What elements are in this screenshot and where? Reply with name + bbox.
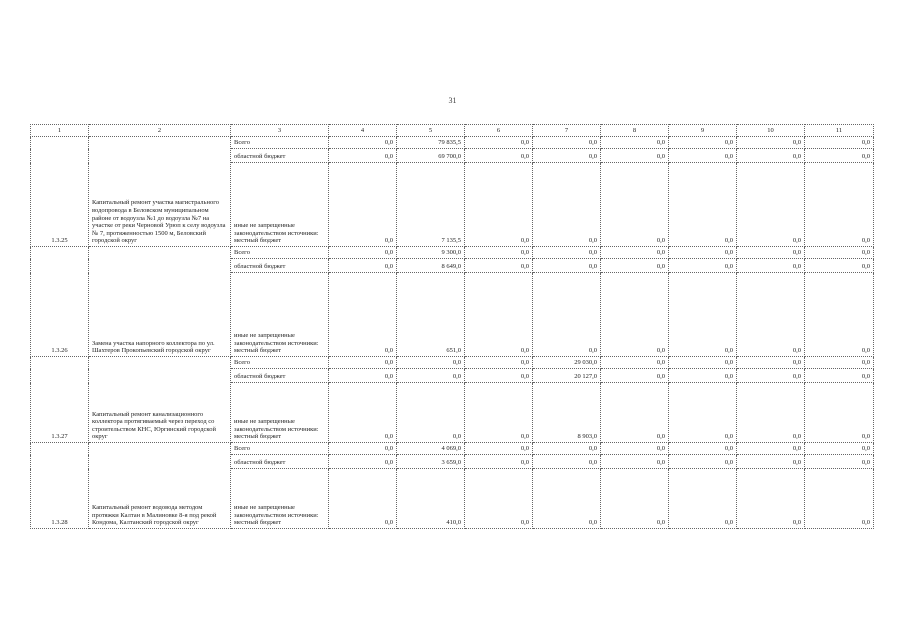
value-cell: 410,0	[397, 469, 465, 529]
value-cell: 0,0	[805, 163, 874, 247]
funding-source: областной бюджет	[231, 369, 329, 383]
value-cell: 0,0	[329, 469, 397, 529]
value-cell: 0,0	[465, 247, 533, 259]
funding-source: Всего	[231, 247, 329, 259]
funding-source: Всего	[231, 443, 329, 455]
value-cell: 0,0	[329, 273, 397, 357]
value-cell: 0,0	[533, 259, 601, 273]
row-name: Капитальный ремонт водовода методом протяжки Калтан в Малиновке 8-я под рекой Кондома, Калтанский городской округ	[89, 443, 231, 529]
value-cell: 0,0	[329, 369, 397, 383]
value-cell: 0,0	[805, 273, 874, 357]
value-cell: 0,0	[397, 357, 465, 369]
value-cell: 0,0	[465, 163, 533, 247]
value-cell: 79 835,5	[397, 137, 465, 149]
value-cell: 0,0	[805, 455, 874, 469]
column-header: 11	[805, 125, 874, 137]
funding-source: областной бюджет	[231, 149, 329, 163]
funding-source: Всего	[231, 357, 329, 369]
value-cell: 0,0	[601, 163, 669, 247]
column-header: 5	[397, 125, 465, 137]
value-cell: 0,0	[465, 383, 533, 443]
page-number: 31	[448, 96, 457, 105]
value-cell: 0,0	[465, 369, 533, 383]
value-cell: 0,0	[737, 443, 805, 455]
column-header: 1	[31, 125, 89, 137]
value-cell: 0,0	[669, 443, 737, 455]
value-cell: 0,0	[601, 273, 669, 357]
value-cell: 0,0	[805, 443, 874, 455]
column-header: 2	[89, 125, 231, 137]
value-cell: 0,0	[669, 247, 737, 259]
row-code: 1.3.28	[31, 443, 89, 529]
value-cell: 0,0	[601, 383, 669, 443]
value-cell: 0,0	[669, 357, 737, 369]
value-cell: 0,0	[329, 383, 397, 443]
value-cell: 8 903,0	[533, 383, 601, 443]
value-cell: 0,0	[737, 469, 805, 529]
row-name: Капитальный ремонт участка магистрального водопровода в Беловском муниципальном районе от водоузла №1 до водоузла №7 на участке от реки Черновой Урюп к селу водоузла № 7, протяженностью 1500 м, Беловский городской округ	[89, 137, 231, 247]
column-header: 10	[737, 125, 805, 137]
value-cell: 0,0	[397, 369, 465, 383]
value-cell: 0,0	[669, 273, 737, 357]
value-cell: 0,0	[601, 247, 669, 259]
value-cell: 0,0	[465, 273, 533, 357]
value-cell: 0,0	[601, 259, 669, 273]
value-cell: 0,0	[669, 455, 737, 469]
column-header: 6	[465, 125, 533, 137]
value-cell: 0,0	[329, 247, 397, 259]
value-cell: 0,0	[737, 383, 805, 443]
value-cell: 0,0	[805, 469, 874, 529]
row-name: Капитальный ремонт канализационного коллектора протягиваемый через переход со строительством КНС, Юргинский городской округ	[89, 357, 231, 443]
value-cell: 0,0	[737, 137, 805, 149]
value-cell: 0,0	[329, 443, 397, 455]
value-cell: 0,0	[601, 469, 669, 529]
value-cell: 651,0	[397, 273, 465, 357]
value-cell: 0,0	[601, 357, 669, 369]
value-cell: 0,0	[805, 247, 874, 259]
value-cell: 0,0	[805, 137, 874, 149]
column-header: 3	[231, 125, 329, 137]
value-cell: 0,0	[669, 369, 737, 383]
value-cell: 0,0	[329, 149, 397, 163]
value-cell: 4 069,0	[397, 443, 465, 455]
row-code: 1.3.26	[31, 247, 89, 357]
value-cell: 0,0	[669, 149, 737, 163]
value-cell: 0,0	[805, 357, 874, 369]
table-row	[31, 247, 874, 259]
value-cell: 0,0	[669, 259, 737, 273]
funding-source: иные не запрещенные законодательством источники: местный бюджет	[231, 383, 329, 443]
value-cell: 0,0	[805, 383, 874, 443]
value-cell: 0,0	[737, 273, 805, 357]
value-cell: 3 659,0	[397, 455, 465, 469]
column-header: 4	[329, 125, 397, 137]
value-cell: 0,0	[805, 259, 874, 273]
value-cell: 7 135,5	[397, 163, 465, 247]
value-cell: 0,0	[737, 247, 805, 259]
value-cell: 0,0	[465, 149, 533, 163]
value-cell: 0,0	[465, 357, 533, 369]
value-cell: 0,0	[465, 469, 533, 529]
value-cell: 0,0	[737, 369, 805, 383]
value-cell: 0,0	[329, 259, 397, 273]
table-row	[31, 357, 874, 369]
value-cell: 0,0	[533, 137, 601, 149]
value-cell: 0,0	[465, 259, 533, 273]
value-cell: 0,0	[465, 455, 533, 469]
value-cell: 0,0	[669, 163, 737, 247]
table-row	[31, 137, 874, 149]
funding-source: областной бюджет	[231, 455, 329, 469]
value-cell: 0,0	[669, 137, 737, 149]
value-cell: 0,0	[737, 149, 805, 163]
row-code: 1.3.27	[31, 357, 89, 443]
funding-source: иные не запрещенные законодательством источники: местный бюджет	[231, 163, 329, 247]
value-cell: 29 030,0	[533, 357, 601, 369]
value-cell: 0,0	[601, 443, 669, 455]
value-cell: 0,0	[737, 455, 805, 469]
table-body	[31, 137, 874, 529]
row-name: Замена участка напорного коллектора по ул. Шахтеров Прокопьевский городской округ	[89, 247, 231, 357]
value-cell: 8 649,0	[397, 259, 465, 273]
value-cell: 0,0	[737, 357, 805, 369]
value-cell: 0,0	[669, 383, 737, 443]
row-code: 1.3.25	[31, 137, 89, 247]
funding-source: областной бюджет	[231, 259, 329, 273]
value-cell: 0,0	[329, 357, 397, 369]
value-cell: 0,0	[737, 259, 805, 273]
table-row	[31, 443, 874, 455]
funding-source: иные не запрещенные законодательством источники: местный бюджет	[231, 469, 329, 529]
value-cell: 0,0	[533, 247, 601, 259]
value-cell: 0,0	[533, 149, 601, 163]
value-cell: 0,0	[805, 149, 874, 163]
header-row	[31, 125, 874, 137]
column-header: 7	[533, 125, 601, 137]
column-header: 8	[601, 125, 669, 137]
value-cell: 9 300,0	[397, 247, 465, 259]
value-cell: 0,0	[329, 455, 397, 469]
value-cell: 0,0	[465, 137, 533, 149]
funding-source: Всего	[231, 137, 329, 149]
value-cell: 0,0	[329, 137, 397, 149]
value-cell: 69 700,0	[397, 149, 465, 163]
value-cell: 0,0	[669, 469, 737, 529]
value-cell: 0,0	[533, 443, 601, 455]
value-cell: 0,0	[805, 369, 874, 383]
value-cell: 0,0	[601, 455, 669, 469]
funding-source: иные не запрещенные законодательством источники: местный бюджет	[231, 273, 329, 357]
value-cell: 0,0	[329, 163, 397, 247]
column-header: 9	[669, 125, 737, 137]
value-cell: 0,0	[601, 369, 669, 383]
value-cell: 0,0	[465, 443, 533, 455]
value-cell: 0,0	[533, 469, 601, 529]
value-cell: 20 127,0	[533, 369, 601, 383]
value-cell: 0,0	[601, 137, 669, 149]
value-cell: 0,0	[533, 163, 601, 247]
budget-table	[30, 124, 874, 529]
value-cell: 0,0	[737, 163, 805, 247]
value-cell: 0,0	[397, 383, 465, 443]
value-cell: 0,0	[533, 455, 601, 469]
value-cell: 0,0	[601, 149, 669, 163]
value-cell: 0,0	[533, 273, 601, 357]
